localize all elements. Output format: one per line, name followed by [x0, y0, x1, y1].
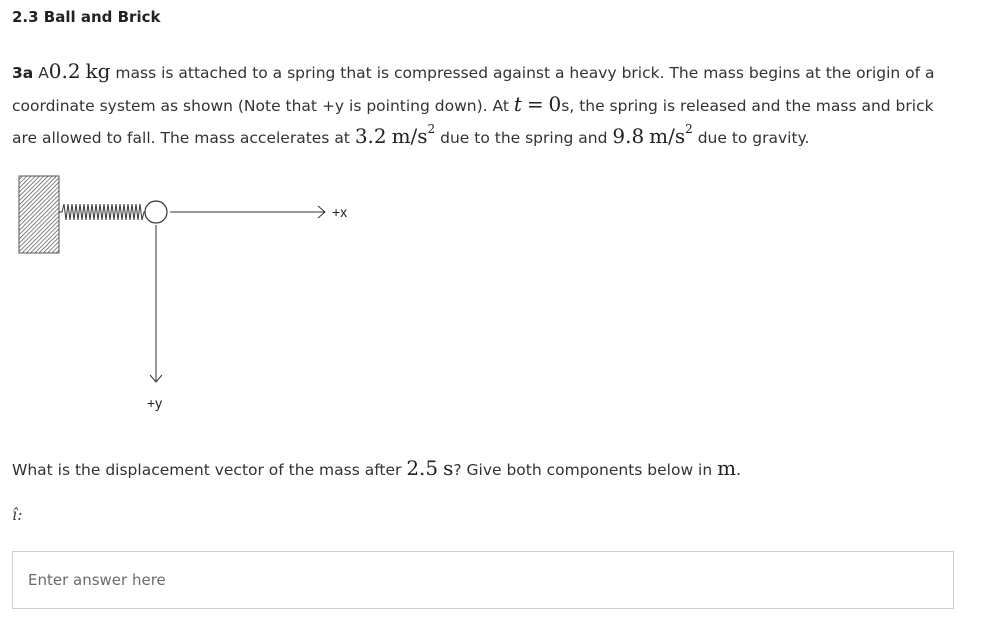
elapsed-time-value: 2.5 — [406, 456, 439, 480]
spring — [59, 204, 146, 220]
gravity-accel-value: 9.8 — [612, 124, 645, 148]
i-hat-component-label: î: — [12, 505, 23, 524]
elapsed-time-unit: s — [443, 456, 454, 480]
start-time-unit: s — [561, 96, 570, 115]
problem-text-3: due to the spring and — [440, 129, 608, 147]
y-axis-label: +y — [147, 395, 163, 411]
time-variable: t — [513, 91, 522, 116]
section-title: 2.3 Ball and Brick — [12, 8, 161, 26]
coordinate-diagram — [0, 160, 400, 430]
x-axis-label: +x — [332, 204, 348, 220]
gravity-accel-unit: $m/s^2$ — [649, 122, 693, 148]
mass-unit: kg — [85, 59, 111, 83]
problem-text-2: , the spring is released and the mass and brick are allowed to fall. The mass accelerates at — [12, 96, 934, 147]
start-time-value: 0 — [548, 91, 562, 116]
problem-text-4: due to gravity. — [697, 129, 810, 147]
mass-ball — [145, 201, 167, 223]
answer-unit: m — [717, 456, 737, 480]
problem-statement — [12, 56, 952, 154]
question-text-1: What is the displacement vector of the mass after — [12, 461, 402, 479]
problem-text-1: mass is attached to a spring that is compressed against a heavy brick. The mass begins at the origin of a coordinate system as shown (Note that +y is pointing down). At — [12, 64, 935, 115]
mass-value: 0.2 — [48, 59, 81, 83]
spring-accel-value: 3.2 — [354, 124, 387, 148]
problem-article: A — [38, 64, 49, 82]
brick — [19, 176, 59, 253]
question-text-2: ? Give both components below in — [453, 461, 713, 479]
question-text-3: . — [736, 461, 742, 479]
equals-sign: = — [526, 91, 544, 116]
spring-accel-unit: $m/s^2$ — [391, 122, 436, 148]
problem-label: 3a — [12, 64, 34, 82]
question-text — [12, 456, 741, 480]
i-component-answer-input[interactable] — [12, 551, 954, 609]
